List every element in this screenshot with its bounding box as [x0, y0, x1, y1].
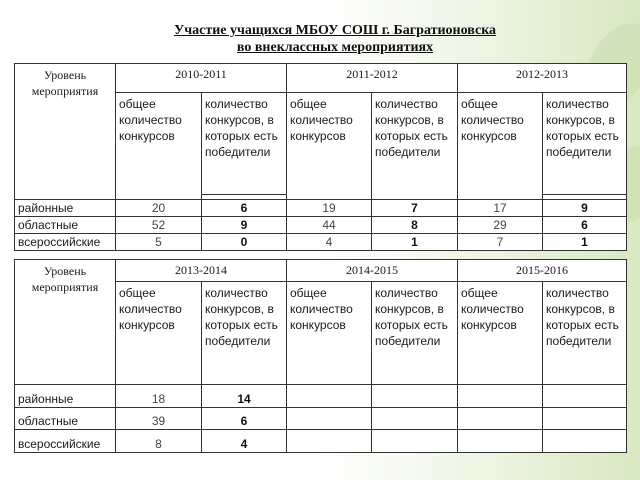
participation-table-2013-2016: [14, 259, 627, 453]
cell-winners: 1: [372, 234, 458, 251]
cell-winners: [372, 430, 458, 453]
subheader-total: общее количество конкурсов: [458, 93, 543, 200]
subheader-winners: количество конкурсов, в которых есть победители: [372, 93, 458, 200]
cell-total: 5: [116, 234, 202, 251]
corner-label-line-2: мероприятия: [31, 84, 99, 98]
year-header: 2012-2013: [458, 64, 627, 93]
cell-total: [458, 408, 543, 430]
cell-winners: 6: [202, 200, 287, 217]
row-label: районные: [15, 385, 116, 408]
slide-title-line-1: Участие учащихся МБОУ СОШ г. Багратионовска: [173, 23, 497, 38]
cell-total: 8: [116, 430, 202, 453]
cell-total: 29: [458, 217, 543, 234]
subheader-winners: количество конкурсов, в которых есть победители: [202, 282, 287, 385]
cell-winners: [543, 408, 627, 430]
subheader-winners: количество конкурсов, в которых есть победители: [543, 93, 627, 195]
cell-total: 19: [287, 200, 372, 217]
table-corner-header: [15, 260, 116, 385]
subheader-total: общее количество конкурсов: [287, 282, 372, 385]
subheader-total: общее количество конкурсов: [116, 282, 202, 385]
cell-winners: [543, 385, 627, 408]
cell-total: 20: [116, 200, 202, 217]
subheader-total: общее количество конкурсов: [287, 93, 372, 200]
cell-winners: 9: [543, 200, 627, 217]
cell-total: 4: [287, 234, 372, 251]
cell-total: 7: [458, 234, 543, 251]
cell-winners: 6: [202, 408, 287, 430]
cell-total: 52: [116, 217, 202, 234]
subheader-total: общее количество конкурсов: [458, 282, 543, 385]
cell-winners: 6: [543, 217, 627, 234]
cell-winners: 8: [372, 217, 458, 234]
year-header: 2013-2014: [116, 260, 287, 282]
cell-total: 18: [116, 385, 202, 408]
row-label: областные: [15, 217, 116, 234]
corner-label-line-2: мероприятия: [31, 280, 99, 294]
subheader-total: общее количество конкурсов: [116, 93, 202, 200]
cell-winners: 1: [543, 234, 627, 251]
year-header: 2014-2015: [287, 260, 458, 282]
cell-winners: [372, 385, 458, 408]
cell-total: 44: [287, 217, 372, 234]
subheader-winners: количество конкурсов, в которых есть победители: [202, 93, 287, 195]
cell-winners: [372, 408, 458, 430]
cell-total: 39: [116, 408, 202, 430]
year-header: 2010-2011: [116, 64, 287, 93]
cell-total: [287, 385, 372, 408]
cell-total: [287, 430, 372, 453]
cell-total: [458, 385, 543, 408]
corner-label-line-1: Уровень: [43, 68, 87, 82]
year-header: 2011-2012: [287, 64, 458, 93]
cell-winners: 7: [372, 200, 458, 217]
cell-total: 17: [458, 200, 543, 217]
cell-winners: 4: [202, 430, 287, 453]
row-label: всероссийские: [15, 430, 116, 453]
year-header: 2015-2016: [458, 260, 627, 282]
cell-winners: 0: [202, 234, 287, 251]
subheader-winners: количество конкурсов, в которых есть победители: [543, 282, 627, 385]
corner-label-line-1: Уровень: [43, 264, 87, 278]
cell-winners: [543, 430, 627, 453]
participation-table-2010-2013: [14, 63, 627, 251]
cell-winners: 14: [202, 385, 287, 408]
cell-total: [458, 430, 543, 453]
subheader-winners: количество конкурсов, в которых есть победители: [372, 282, 458, 385]
table-corner-header: [15, 64, 116, 200]
row-label: всероссийские: [15, 234, 116, 251]
cell-total: [287, 408, 372, 430]
cell-winners: 9: [202, 217, 287, 234]
row-label: районные: [15, 200, 116, 217]
row-label: областные: [15, 408, 116, 430]
slide-title-line-2: во внеклассных мероприятиях: [236, 40, 434, 55]
